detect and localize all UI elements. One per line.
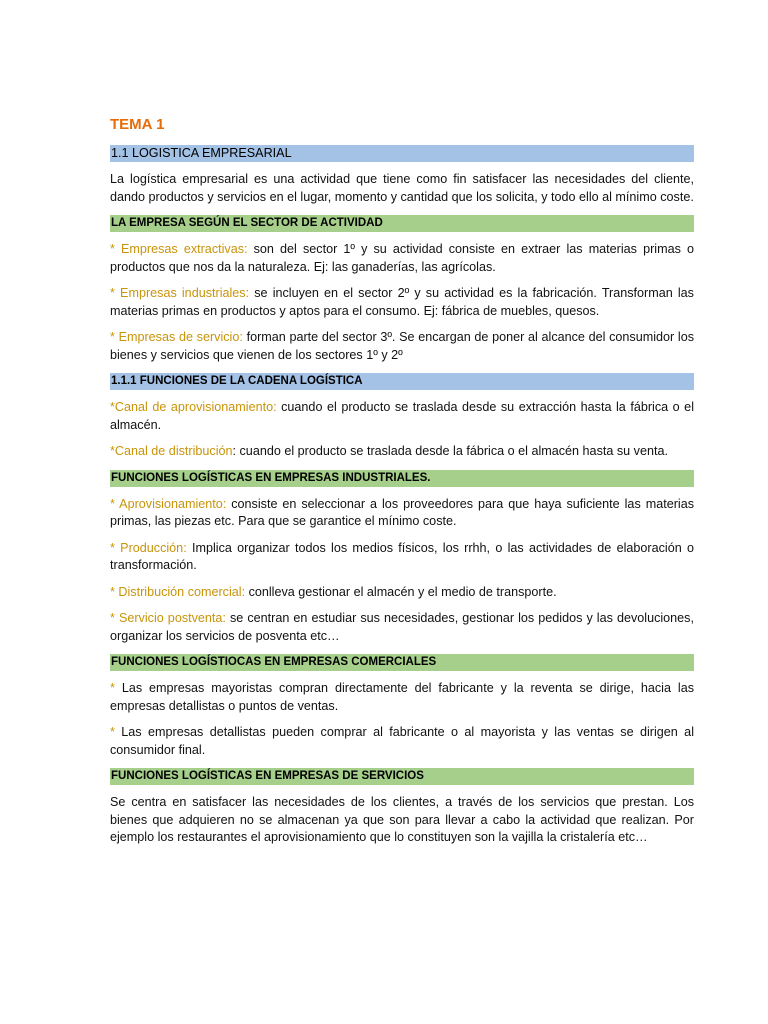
cadena-item bbox=[110, 443, 694, 461]
comerciales-item bbox=[110, 680, 694, 715]
heading-cadena-logistica: 1.1.1 FUNCIONES DE LA CADENA LOGÍSTICA bbox=[110, 373, 694, 390]
industriales-text: Implica organizar todos los medios físicos, los rrhh, o las actividades de elaboración o transformación. bbox=[110, 540, 695, 572]
sector-item bbox=[110, 329, 694, 364]
comerciales-text: Las empresas detallistas pueden comprar al fabricante o al mayorista y las ventas se dirigen al consumidor final. bbox=[110, 725, 694, 757]
comerciales-bullet: * bbox=[110, 681, 115, 695]
cadena-item bbox=[110, 399, 694, 434]
comerciales-item bbox=[110, 724, 694, 759]
industriales-term: * Aprovisionamiento: bbox=[110, 496, 227, 511]
cadena-term: *Canal de aprovisionamiento: bbox=[110, 400, 277, 414]
sector-text: son del sector 1º y su actividad consiste en extraer las materias primas o productos que nos da la naturaleza. Ej: las ganaderías, las agrícolas. bbox=[110, 242, 694, 274]
heading-empresas-comerciales: FUNCIONES LOGÍSTIOCAS EN EMPRESAS COMERCIALES bbox=[110, 654, 694, 671]
intro-paragraph: La logística empresarial es una actividad que tiene como fin satisfacer las necesidades del cliente, dando productos y servicios en el lugar, momento y cantidad que los solicita, y todo ello al mínimo coste. bbox=[110, 172, 694, 204]
comerciales-bullet: * bbox=[110, 725, 115, 739]
cadena-text: : cuando el producto se traslada desde la fábrica o el almacén hasta su venta. bbox=[232, 444, 668, 458]
industriales-text: se centran en estudiar sus necesidades, gestionar los pedidos y las devoluciones, organizar los servicios de posventa etc… bbox=[110, 611, 694, 643]
industriales-item bbox=[110, 540, 694, 575]
industriales-term: * Producción: bbox=[110, 540, 187, 555]
industriales-item bbox=[110, 610, 694, 645]
industriales-term: * Distribución comercial: bbox=[110, 584, 246, 599]
sector-term: * Empresas de servicio: bbox=[110, 330, 243, 344]
heading-logistica-empresarial: 1.1 LOGISTICA EMPRESARIAL bbox=[110, 145, 694, 162]
sector-item bbox=[110, 241, 694, 276]
sector-text: forman parte del sector 3º. Se encargan de poner al alcance del consumidor los bienes y servicios que vienen de los sectores 1º y 2º bbox=[110, 330, 695, 362]
comerciales-text: Las empresas mayoristas compran directamente del fabricante y la reventa se dirige, hacia las empresas detallistas o puntos de ventas. bbox=[110, 681, 694, 713]
sector-item bbox=[110, 285, 694, 320]
cadena-term: *Canal de distribución bbox=[110, 444, 233, 458]
industriales-term: * Servicio postventa: bbox=[110, 611, 226, 625]
sector-term: * Empresas industriales: bbox=[110, 286, 250, 300]
industriales-text: conlleva gestionar el almacén y el medio de transporte. bbox=[245, 584, 557, 599]
sector-text: se incluyen en el sector 2º y su actividad es la fabricación. Transforman las materias primas en productos y aptos para el consumo. Ej: fábrica de muebles, quesos. bbox=[110, 286, 694, 318]
heading-empresas-industriales: FUNCIONES LOGÍSTICAS EN EMPRESAS INDUSTRIALES. bbox=[110, 470, 694, 487]
industriales-item bbox=[110, 584, 694, 602]
servicios-paragraph: Se centra en satisfacer las necesidades de los clientes, a través de los servicios que prestan. Los bienes que adquieren no se almacenan ya que son para llevar a cabo la actividad que realizan. Por ejemplo los restaurantes el aprovisionamiento que lo constituyen son la vajilla la cristalería etc… bbox=[110, 795, 694, 844]
heading-empresas-servicios: FUNCIONES LOGÍSTICAS EN EMPRESAS DE SERVICIOS bbox=[110, 768, 694, 785]
cadena-text: cuando el producto se traslada desde su extracción hasta la fábrica o el almacén. bbox=[110, 400, 694, 432]
document-content bbox=[110, 114, 694, 856]
heading-sector-actividad: LA EMPRESA SEGÚN EL SECTOR DE ACTIVIDAD bbox=[110, 215, 694, 232]
industriales-item bbox=[110, 496, 694, 531]
industriales-text: consiste en seleccionar a los proveedores para que haya suficiente las materias primas, las piezas etc. Para que se garantice el mínimo coste. bbox=[110, 496, 694, 528]
sector-term: * Empresas extractivas: bbox=[110, 242, 248, 256]
doc-title: TEMA 1 bbox=[110, 116, 165, 133]
